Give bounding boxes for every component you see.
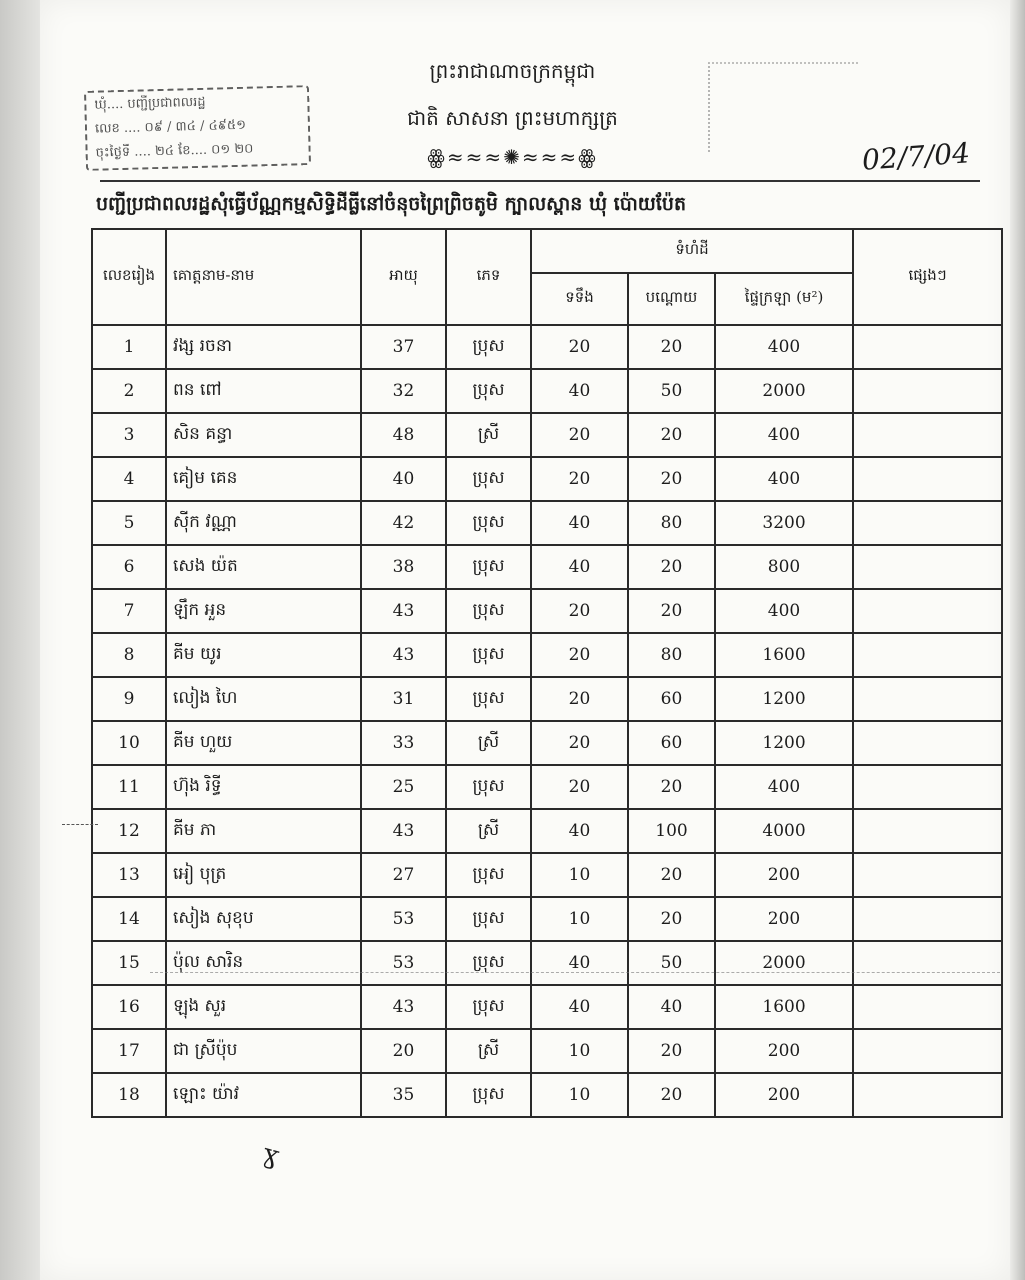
cell-no: 7 — [92, 589, 166, 633]
header-land-size: ទំហំដី — [531, 229, 853, 273]
cell-name: វង្ស រចនា — [166, 325, 361, 369]
cell-other — [853, 369, 1002, 413]
table-row — [92, 501, 1002, 545]
cell-other — [853, 589, 1002, 633]
cell-name: សិន គន្ធា — [166, 413, 361, 457]
cell-no: 2 — [92, 369, 166, 413]
cell-no: 18 — [92, 1073, 166, 1117]
cell-sex: ប្រុស — [446, 369, 531, 413]
national-motto: ជាតិ សាសនា ព្រះមហាក្សត្រ — [407, 106, 618, 130]
cell-length: 50 — [628, 369, 715, 413]
cell-no: 11 — [92, 765, 166, 809]
cell-name: ពន ពៅ — [166, 369, 361, 413]
cell-age: 38 — [361, 545, 446, 589]
cell-length: 40 — [628, 985, 715, 1029]
cell-other — [853, 325, 1002, 369]
cell-sex: ប្រុស — [446, 457, 531, 501]
cell-name: ជា ស្រីប៉ុប — [166, 1029, 361, 1073]
faded-stamp — [708, 62, 858, 152]
cell-sex: ប្រុស — [446, 1073, 531, 1117]
header-sex: ភេទ — [446, 229, 531, 325]
cell-other — [853, 941, 1002, 985]
cell-area: 3200 — [715, 501, 853, 545]
cell-no: 13 — [92, 853, 166, 897]
cell-other — [853, 897, 1002, 941]
cell-sex: ប្រុស — [446, 765, 531, 809]
cell-age: 35 — [361, 1073, 446, 1117]
cell-other — [853, 809, 1002, 853]
cell-length: 20 — [628, 457, 715, 501]
table-row — [92, 809, 1002, 853]
cell-length: 20 — [628, 1029, 715, 1073]
cell-other — [853, 853, 1002, 897]
kingdom-heading: ព្រះរាជាណាចក្រកម្ពុជា — [429, 59, 596, 83]
cell-sex: ស្រី — [446, 413, 531, 457]
cell-age: 40 — [361, 457, 446, 501]
header-other: ផ្សេងៗ — [853, 229, 1002, 325]
header-name: គោត្តនាម-នាម — [166, 229, 361, 325]
cell-age: 43 — [361, 985, 446, 1029]
cell-name: ឡឹក អួន — [166, 589, 361, 633]
cell-length: 50 — [628, 941, 715, 985]
cell-name: លៀង ហៃ — [166, 677, 361, 721]
cell-length: 100 — [628, 809, 715, 853]
cell-length: 20 — [628, 765, 715, 809]
cell-no: 14 — [92, 897, 166, 941]
cell-name: គៀម គេន — [166, 457, 361, 501]
cell-area: 4000 — [715, 809, 853, 853]
cell-no: 10 — [92, 721, 166, 765]
cell-width: 20 — [531, 457, 628, 501]
cell-no: 3 — [92, 413, 166, 457]
cell-name: គីម យូរ — [166, 633, 361, 677]
cell-age: 43 — [361, 809, 446, 853]
list-title: បញ្ជីប្រជាពលរដ្ឋសុំធ្វើប័ណ្ណកម្មសិទ្ធិដីធ្លីនៅចំនុចព្រៃព្រិចតូមិ ក្បាលស្ពាន ឃុំ ប៉ោយប៉ែត — [96, 193, 687, 215]
cell-other — [853, 721, 1002, 765]
cell-name: ឡោះ យ៉ាវ — [166, 1073, 361, 1117]
header-width: ទទឹង — [531, 273, 628, 325]
cell-other — [853, 501, 1002, 545]
cell-other — [853, 985, 1002, 1029]
cell-no: 1 — [92, 325, 166, 369]
table-row — [92, 457, 1002, 501]
applicants-table — [91, 228, 1003, 1118]
cell-length: 60 — [628, 677, 715, 721]
table-row — [92, 633, 1002, 677]
cell-width: 40 — [531, 985, 628, 1029]
cell-area: 1200 — [715, 721, 853, 765]
cell-name: ហ៊ុង រិទ្ធី — [166, 765, 361, 809]
cell-age: 27 — [361, 853, 446, 897]
cell-other — [853, 545, 1002, 589]
cell-area: 200 — [715, 1029, 853, 1073]
cell-other — [853, 457, 1002, 501]
cell-name: ស៊ីក វណ្ណា — [166, 501, 361, 545]
cell-other — [853, 413, 1002, 457]
cell-sex: ប្រុស — [446, 325, 531, 369]
cell-length: 60 — [628, 721, 715, 765]
cell-age: 48 — [361, 413, 446, 457]
cell-age: 43 — [361, 589, 446, 633]
cell-length: 20 — [628, 1073, 715, 1117]
cell-other — [853, 633, 1002, 677]
cell-width: 40 — [531, 941, 628, 985]
table-row — [92, 765, 1002, 809]
cell-area: 200 — [715, 853, 853, 897]
stamp-line-1: ឃុំ.... បញ្ជីប្រជាពលរដ្ឋ — [94, 94, 206, 113]
cell-sex: ប្រុស — [446, 853, 531, 897]
cell-area: 1200 — [715, 677, 853, 721]
cell-width: 10 — [531, 1029, 628, 1073]
cell-age: 32 — [361, 369, 446, 413]
scan-left-edge — [0, 0, 40, 1280]
cell-age: 37 — [361, 325, 446, 369]
cell-sex: ប្រុស — [446, 941, 531, 985]
table-row — [92, 897, 1002, 941]
header-area: ផ្ទៃក្រឡា (ម²) — [715, 273, 853, 325]
table-row — [92, 589, 1002, 633]
cell-length: 80 — [628, 501, 715, 545]
cell-area: 1600 — [715, 985, 853, 1029]
cell-area: 800 — [715, 545, 853, 589]
cell-other — [853, 1073, 1002, 1117]
table-row — [92, 721, 1002, 765]
cell-width: 10 — [531, 1073, 628, 1117]
cell-no: 16 — [92, 985, 166, 1029]
cell-age: 33 — [361, 721, 446, 765]
cell-name: អៀ បុត្រ — [166, 853, 361, 897]
header-age: អាយុ — [361, 229, 446, 325]
table-row — [92, 413, 1002, 457]
ornament-divider: ꙮ≈≈≈✺≈≈≈ꙮ — [427, 145, 598, 169]
cell-width: 20 — [531, 413, 628, 457]
cell-length: 20 — [628, 897, 715, 941]
cell-no: 17 — [92, 1029, 166, 1073]
cell-age: 53 — [361, 941, 446, 985]
stamp-line-2: លេខ .... ០៩ / ៣៤ / ៤៩៥១ — [94, 117, 247, 137]
cell-width: 40 — [531, 809, 628, 853]
cell-width: 40 — [531, 369, 628, 413]
cell-age: 20 — [361, 1029, 446, 1073]
cell-other — [853, 765, 1002, 809]
cell-area: 200 — [715, 1073, 853, 1117]
margin-mark — [62, 824, 98, 825]
table-row — [92, 369, 1002, 413]
cell-other — [853, 1029, 1002, 1073]
cell-no: 12 — [92, 809, 166, 853]
table-row — [92, 985, 1002, 1029]
cell-sex: ស្រី — [446, 721, 531, 765]
cell-no: 5 — [92, 501, 166, 545]
cell-area: 400 — [715, 325, 853, 369]
cell-sex: ប្រុស — [446, 633, 531, 677]
cell-width: 20 — [531, 765, 628, 809]
cell-age: 43 — [361, 633, 446, 677]
cell-area: 2000 — [715, 941, 853, 985]
cell-length: 80 — [628, 633, 715, 677]
cell-sex: ប្រុស — [446, 501, 531, 545]
cell-width: 40 — [531, 501, 628, 545]
cell-no: 9 — [92, 677, 166, 721]
cell-age: 31 — [361, 677, 446, 721]
cell-width: 20 — [531, 589, 628, 633]
table-row — [92, 1073, 1002, 1117]
cell-name: គីម ភា — [166, 809, 361, 853]
cell-area: 400 — [715, 413, 853, 457]
cell-no: 6 — [92, 545, 166, 589]
cell-name: សេង យ៉ត — [166, 545, 361, 589]
cell-area: 200 — [715, 897, 853, 941]
cell-width: 40 — [531, 545, 628, 589]
cell-area: 400 — [715, 765, 853, 809]
cell-age: 25 — [361, 765, 446, 809]
cell-length: 20 — [628, 325, 715, 369]
cell-sex: ប្រុស — [446, 589, 531, 633]
registration-stamp — [84, 85, 311, 171]
table-row — [92, 941, 1002, 985]
stamp-line-3: ចុះថ្ងៃទី .... ២៤ ខែ.... ០១ ២០ — [95, 141, 254, 161]
cell-other — [853, 677, 1002, 721]
cell-age: 42 — [361, 501, 446, 545]
cell-length: 20 — [628, 589, 715, 633]
cell-no: 4 — [92, 457, 166, 501]
cell-sex: ប្រុស — [446, 545, 531, 589]
cell-area: 400 — [715, 457, 853, 501]
cell-no: 8 — [92, 633, 166, 677]
table-row — [92, 325, 1002, 369]
cell-no: 15 — [92, 941, 166, 985]
title-divider — [100, 180, 980, 182]
cell-length: 20 — [628, 413, 715, 457]
header-length: បណ្តោយ — [628, 273, 715, 325]
cell-name: ឡុង សួរ — [166, 985, 361, 1029]
cell-width: 10 — [531, 897, 628, 941]
table-row — [92, 1029, 1002, 1073]
table-row — [92, 853, 1002, 897]
cell-width: 20 — [531, 677, 628, 721]
cell-length: 20 — [628, 545, 715, 589]
cell-sex: ស្រី — [446, 809, 531, 853]
cell-name: ប៉ុល សារិន — [166, 941, 361, 985]
scan-right-edge — [1010, 0, 1025, 1280]
scan-artifact-line — [150, 972, 1000, 973]
cell-sex: ប្រុស — [446, 985, 531, 1029]
cell-width: 20 — [531, 721, 628, 765]
cell-age: 53 — [361, 897, 446, 941]
cell-length: 20 — [628, 853, 715, 897]
cell-sex: ប្រុស — [446, 677, 531, 721]
cell-sex: ប្រុស — [446, 897, 531, 941]
cell-width: 10 — [531, 853, 628, 897]
table-row — [92, 545, 1002, 589]
header-no: លេខរៀង — [92, 229, 166, 325]
cell-area: 1600 — [715, 633, 853, 677]
cell-name: សៀង សុខុប — [166, 897, 361, 941]
cell-width: 20 — [531, 325, 628, 369]
handwritten-mark: ɣ — [259, 1138, 283, 1172]
handwritten-date: 02/7/04 — [860, 136, 971, 177]
cell-sex: ស្រី — [446, 1029, 531, 1073]
cell-name: គីម ហួយ — [166, 721, 361, 765]
cell-width: 20 — [531, 633, 628, 677]
cell-area: 2000 — [715, 369, 853, 413]
cell-area: 400 — [715, 589, 853, 633]
table-row — [92, 677, 1002, 721]
